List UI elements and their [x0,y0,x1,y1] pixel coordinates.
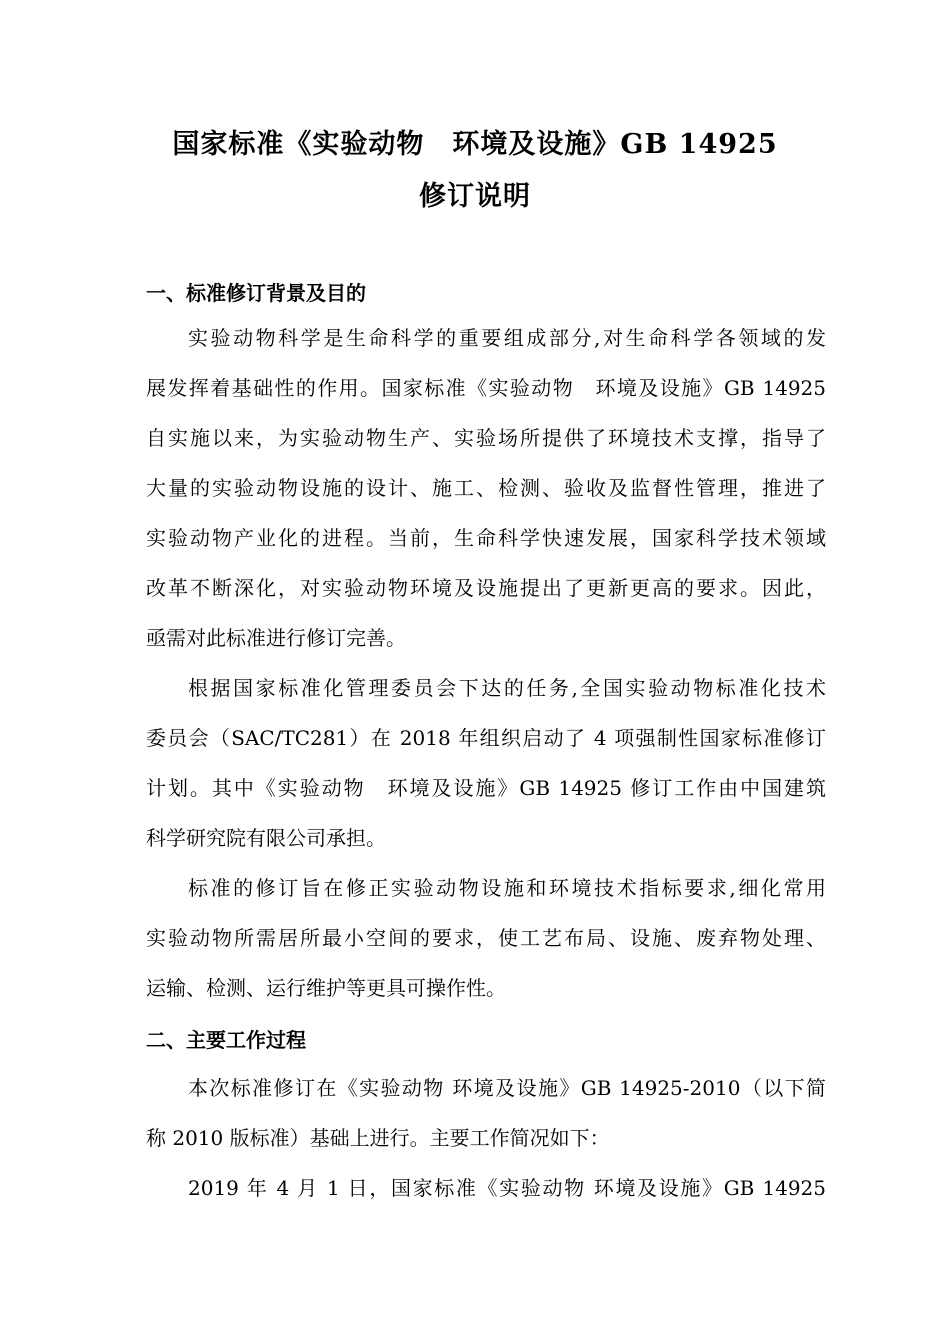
paragraph-line: 自实施以来，为实验动物生产、实验场所提供了环境技术支撑，指导了 [146,426,826,450]
paragraph-line: 展发挥着基础性的作用。国家标准《实验动物 环境及设施》GB 14925 [146,376,826,400]
paragraph-line: 大量的实验动物设施的设计、施工、检测、验收及监督性管理，推进了 [146,476,826,500]
document-title: 国家标准《实验动物 环境及设施》GB 14925 [172,129,778,160]
paragraph-line: 称 2010 版标准）基础上进行。主要工作简况如下： [146,1126,610,1150]
paragraph-line: 实验动物所需居所最小空间的要求，使工艺布局、设施、废弃物处理、 [146,926,826,950]
paragraph-line: 根据国家标准化管理委员会下达的任务,全国实验动物标准化技术 [188,676,826,700]
paragraph-line: 计划。其中《实验动物 环境及设施》GB 14925 修订工作由中国建筑 [146,776,826,800]
paragraph-line: 改革不断深化，对实验动物环境及设施提出了更新更高的要求。因此， [146,576,826,600]
document-subtitle: 修订说明 [419,181,531,212]
section-heading-1: 一、标准修订背景及目的 [146,281,366,305]
paragraph-line: 本次标准修订在《实验动物 环境及设施》GB 14925-2010（以下简 [188,1076,826,1100]
paragraph-line: 实验动物产业化的进程。当前，生命科学快速发展，国家科学技术领域 [146,526,826,550]
paragraph-line: 标准的修订旨在修正实验动物设施和环境技术指标要求,细化常用 [188,876,826,900]
paragraph-line: 运输、检测、运行维护等更具可操作性。 [146,976,506,1000]
paragraph-line: 2019 年 4 月 1 日，国家标准《实验动物 环境及设施》GB 14925 [188,1176,826,1200]
section-heading-2: 二、主要工作过程 [146,1028,306,1052]
paragraph-line: 委员会（SAC/TC281）在 2018 年组织启动了 4 项强制性国家标准修订 [146,726,826,750]
paragraph-line: 科学研究院有限公司承担。 [146,826,386,850]
paragraph-line: 实验动物科学是生命科学的重要组成部分,对生命科学各领域的发 [188,326,826,350]
paragraph-line: 亟需对此标准进行修订完善。 [146,626,406,650]
